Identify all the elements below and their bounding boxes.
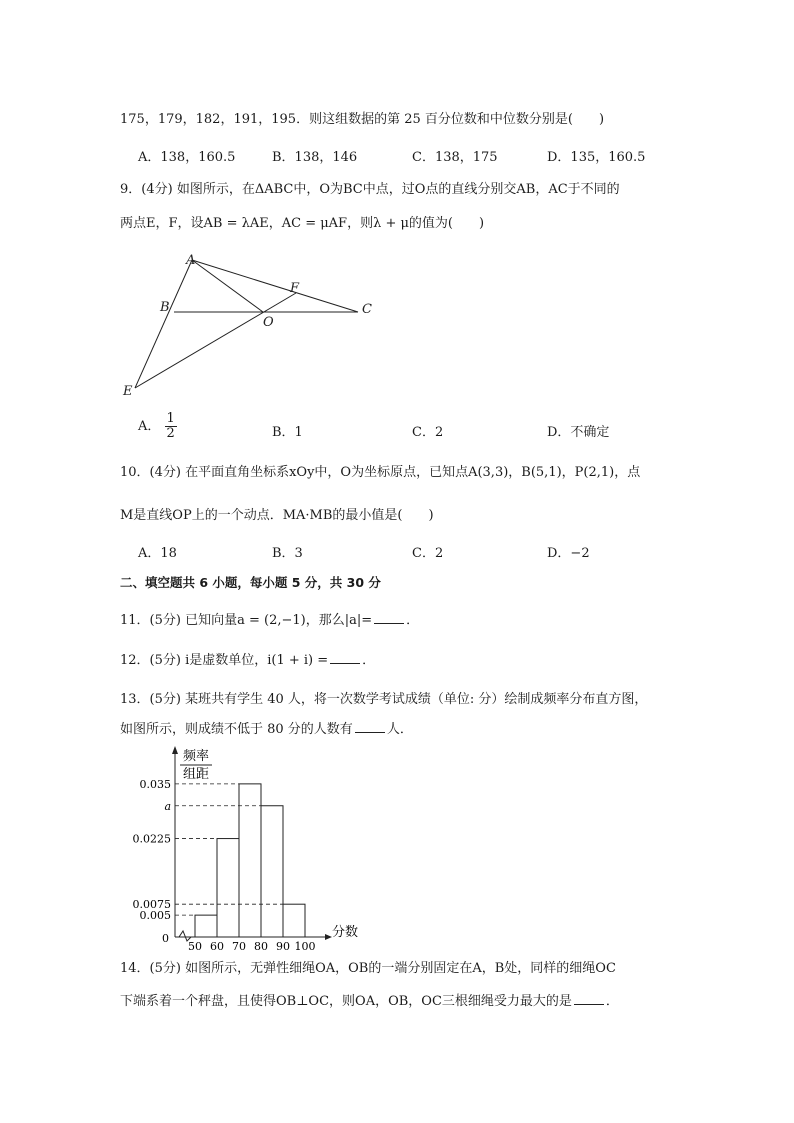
q8-option-a: A．138，160.5	[138, 150, 236, 165]
x-tick-label: 80	[254, 940, 268, 950]
q10-stem-line2: M是直线OP上的一个动点．MA·MB的最小值是( )	[120, 508, 434, 523]
frequency-histogram	[120, 740, 370, 950]
q12-stem: 12．(5分) i是虚数单位，i(1 + i) =	[120, 653, 329, 668]
y-axis-label-top: 频率	[183, 749, 210, 764]
q13-stem-line2	[120, 718, 413, 737]
q13-stem-line1: 13．(5分) 某班共有学生 40 人，将一次数学考试成绩（单位: 分）绘制成频率分布直方图，	[120, 692, 648, 707]
fraction-numerator: 1	[166, 411, 175, 426]
q12-end: ．	[362, 653, 376, 668]
answer-blank	[574, 992, 604, 1005]
q9-option-c: C．2	[412, 425, 444, 440]
x-tick-label: 60	[210, 940, 224, 950]
histogram-bar	[217, 839, 239, 937]
answer-blank	[374, 611, 404, 624]
histogram-bar	[239, 784, 261, 937]
y-axis-arrow	[172, 746, 178, 754]
q8-option-b: B．138，146	[272, 150, 358, 165]
q14-stem-line2	[120, 990, 619, 1009]
x-tick-label: 90	[276, 940, 290, 950]
q10-option-a: A．18	[138, 546, 177, 561]
answer-blank	[355, 720, 385, 733]
x-tick-label: 100	[294, 940, 316, 950]
segment-AC	[192, 260, 358, 312]
y-tick-label: 0.0075	[132, 898, 171, 912]
q10-option-c: C．2	[412, 546, 444, 561]
histogram-bar	[195, 915, 217, 937]
label-F: F	[290, 281, 300, 296]
q8-stem-tail: 175，179，182，191，195．则这组数据的第 25 百分位数和中位数分别是( )	[120, 112, 605, 127]
q9-option-a	[138, 412, 177, 441]
y-tick-label: 0.0225	[132, 832, 171, 846]
section-heading-fill-in: 二、填空题共 6 小题，每小题 5 分，共 30 分	[120, 575, 381, 590]
q10-stem-line1: 10．(4分) 在平面直角坐标系xOy中，O为坐标原点，已知点A(3,3)，B(5,1)，P(2,1)，点	[120, 465, 641, 480]
q9-option-d: D．不确定	[547, 425, 610, 440]
q9-option-a-prefix: A．	[138, 419, 161, 434]
q9-stem-line1: 9．(4分) 如图所示，在ΔABC中，O为BC中点，过O点的直线分别交AB，AC于不同的	[120, 182, 620, 197]
q8-option-d: D．135，160.5	[547, 150, 646, 165]
q8-option-c: C．138，175	[412, 150, 498, 165]
label-E: E	[123, 384, 133, 399]
label-O: O	[263, 315, 274, 330]
histogram-bar	[261, 806, 283, 937]
q13-stem-line2-text: 如图所示，则成绩不低于 80 分的人数有	[120, 722, 353, 737]
answer-blank	[330, 651, 360, 664]
q14-stem-line2-text: 下端系着一个秤盘，且使得OB⊥OC，则OA，OB，OC三根细绳受力最大的是	[120, 994, 572, 1009]
segment-AE	[135, 260, 192, 388]
x-axis-arrow	[325, 934, 332, 940]
label-A: A	[186, 253, 196, 268]
x-tick-label: 70	[232, 940, 246, 950]
fraction-denominator: 2	[166, 426, 175, 441]
q10-option-d: D．−2	[547, 546, 590, 561]
q14-end: ．	[605, 994, 619, 1009]
origin-label: 0	[162, 932, 169, 945]
q11-stem: 11．(5分) 已知向量a = (2,−1)，那么|a|=	[120, 613, 373, 628]
q12	[120, 649, 375, 668]
q9-triangle-figure	[120, 248, 390, 400]
label-B: B	[160, 300, 170, 315]
x-tick-label: 50	[188, 940, 202, 950]
y-tick-label: 0.035	[139, 777, 171, 791]
y-tick-label: 0.005	[139, 909, 171, 923]
label-C: C	[362, 302, 372, 317]
x-axis-label: 分数	[332, 925, 359, 940]
segment-AO	[192, 260, 263, 312]
q11	[120, 609, 419, 628]
q11-end: ．	[406, 613, 420, 628]
q14-stem-line1: 14．(5分) 如图所示，无弹性细绳OA，OB的一端分别固定在A，B处，同样的细绳OC	[120, 961, 616, 976]
q9-stem-line2: 两点E，F，设AB = λAE，AC = μAF，则λ + μ的值为( )	[120, 216, 485, 231]
q9-option-b: B．1	[272, 425, 303, 440]
q10-option-b: B．3	[272, 546, 303, 561]
q9-option-a-fraction	[165, 412, 177, 441]
y-axis-label-bottom: 组距	[183, 767, 210, 782]
y-tick-label: a	[164, 799, 171, 813]
q13-end: 人．	[386, 722, 413, 737]
histogram-bar	[283, 904, 305, 937]
